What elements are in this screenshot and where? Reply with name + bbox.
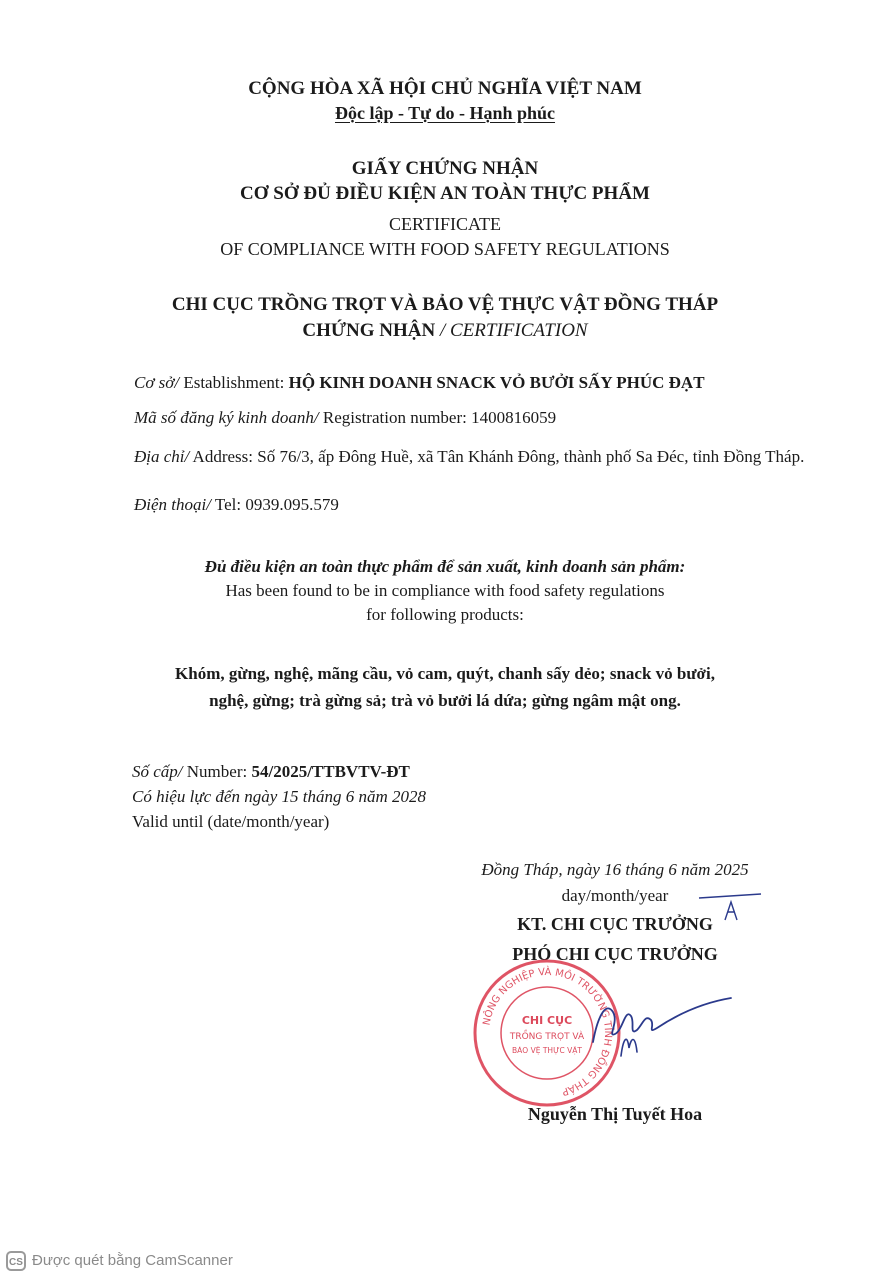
handwritten-signature-icon [585,990,735,1060]
address-label-en: Address: [189,447,258,466]
certification-en: / CERTIFICATION [439,320,588,341]
camscanner-logo-icon: CS [6,1251,26,1271]
scan-footer [6,1251,233,1271]
signer-role-2: PHÓ CHI CỤC TRƯỞNG [512,944,718,964]
certificate-title-vi-2: CƠ SỞ ĐỦ ĐIỀU KIỆN AN TOÀN THỰC PHẨM [240,183,650,204]
place-date: Đồng Tháp, ngày 16 tháng 6 năm 2025 [481,860,749,879]
validity-vi: Có hiệu lực đến ngày 15 tháng 6 năm 2028 [132,787,426,806]
phone-row [134,495,339,515]
issuer-name: CHI CỤC TRỒNG TRỌT VÀ BẢO VỆ THỰC VẬT ĐỒNG THÁP [171,294,719,315]
national-motto [0,103,890,124]
validity-en: Valid until (date/month/year) [132,812,330,831]
certificate-title-en-1: CERTIFICATE [389,214,501,234]
registration-row [134,408,556,428]
stamp-inner-line-3: BẢO VỆ THỰC VẬT [512,1046,582,1055]
certificate-title-vi-1: GIẤY CHỨNG NHẬN [351,158,539,179]
establishment-label-vi: Cơ sở/ [134,373,180,392]
products-line-2: nghệ, gừng; trà gừng sả; trà vỏ bưởi lá dứa; gừng ngâm mật ong. [209,691,681,710]
address-label-vi: Địa chỉ/ [134,447,190,466]
signer-role-1: KT. CHI CỤC TRƯỞNG [517,914,713,934]
national-title: CỘNG HÒA XÃ HỘI CHỦ NGHĨA VIỆT NAM [248,78,642,99]
certification-vi: CHỨNG NHẬN [302,320,436,341]
scan-footer-text: Được quét bằng CamScanner [32,1251,233,1269]
number-value: 54/2025/TTBVTV-ĐT [251,762,410,781]
products-line-1: Khóm, gừng, nghệ, mãng cầu, vỏ cam, quýt, chanh sấy dẻo; snack vỏ bưởi, [175,664,715,683]
motto-text: Độc lập - Tự do - Hạnh phúc [334,103,556,123]
registration-value: 1400816059 [471,408,557,427]
registration-label-en: Registration number: [318,408,472,427]
declaration-vi: Đủ điều kiện an toàn thực phẩm để sản xuất, kinh doanh sản phẩm: [204,557,686,576]
initials-mark-icon [695,890,765,930]
establishment-row [134,373,705,393]
declaration-en-2: for following products: [366,605,524,624]
establishment-value: HỘ KINH DOANH SNACK VỎ BƯỞI SẤY PHÚC ĐẠT [288,373,705,392]
registration-label-vi: Mã số đăng ký kinh doanh/ [134,408,319,427]
declaration-en-1: Has been found to be in compliance with food safety regulations [225,581,665,600]
address-row [134,444,824,469]
number-label-en: Number: [182,762,252,781]
establishment-label-en: Establishment: [179,373,289,392]
signer-name: Nguyễn Thị Tuyết Hoa [527,1104,703,1124]
phone-value: 0939.095.579 [245,495,339,514]
phone-label-vi: Điện thoại/ [134,495,211,514]
certificate-title-en-2: OF COMPLIANCE WITH FOOD SAFETY REGULATIONS [220,239,670,259]
stamp-inner-line-2: TRỒNG TRỌT VÀ [509,1032,585,1042]
address-value: Số 76/3, ấp Đông Huề, xã Tân Khánh Đông, thành phố Sa Đéc, tỉnh Đồng Tháp. [257,447,805,466]
stamp-inner-line-1: CHI CỤC [521,1014,573,1027]
number-row [132,762,410,782]
date-format: day/month/year [561,886,669,905]
certification-heading [0,320,890,342]
phone-label-en: Tel: [210,495,246,514]
stamp-outer-text: NÔNG NGHIỆP VÀ MÔI TRƯỜNG TỈNH ĐỒNG THÁP [481,966,614,1097]
number-label-vi: Số cấp/ [132,762,183,781]
